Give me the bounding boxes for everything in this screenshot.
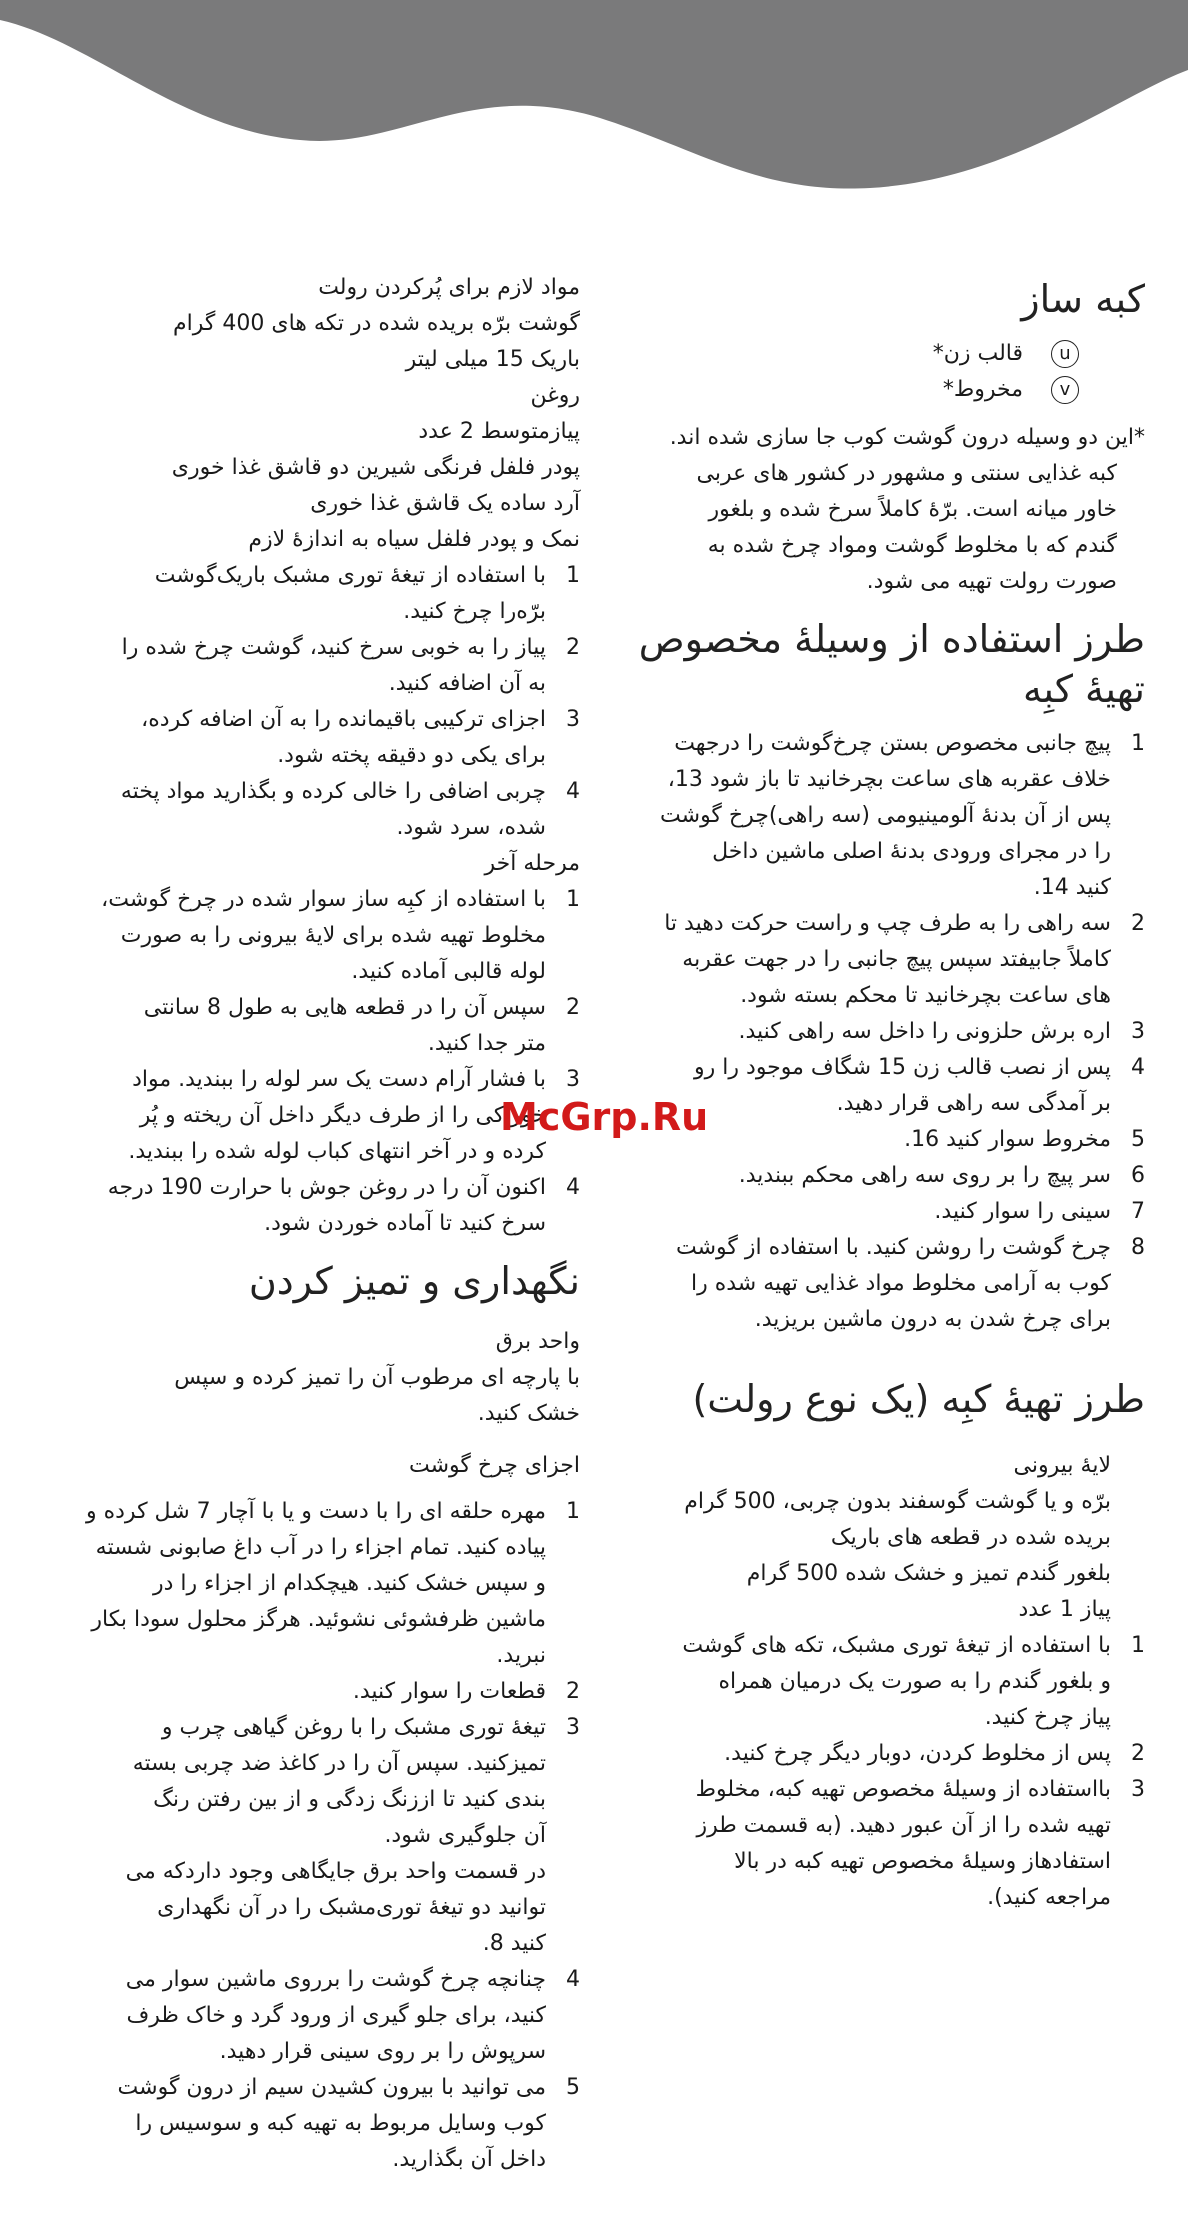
ingredient-line: بریده شده در قطعه های باریک: [830, 1525, 1111, 1550]
step-line: های ساعت بچرخانید تا محکم بسته شود.: [740, 983, 1111, 1008]
step-line: و بلغور گندم را به صورت یک درمیان همراه: [718, 1669, 1111, 1694]
step-number: 7: [1131, 1199, 1145, 1224]
final-steps: [55, 882, 580, 1242]
step-number: 8: [1131, 1235, 1145, 1260]
step-line: استفادهاز وسیلهٔ مخصوص تهیه کبه در بالا: [734, 1849, 1111, 1874]
step-line: تهیه شده را از آن عبور دهید. (به قسمت طرز: [696, 1813, 1111, 1838]
filling-steps: [55, 558, 580, 846]
right-column: [625, 270, 1145, 1916]
step-line: کنید 14.: [1033, 875, 1111, 900]
step-line: چربی اضافی را خالی کرده و بگذارید مواد پخته: [120, 779, 546, 804]
note-line: *این دو وسیله درون گوشت کوب جا سازی شده اند.: [669, 425, 1145, 450]
step-line: با استفاده از تیغهٔ توری مشبک باریک‌گوشت: [154, 563, 546, 588]
list-item: [55, 558, 580, 630]
step-line: ماشین ظرفشوئی نشوئید. هرگز محلول سودا بکار: [91, 1607, 546, 1632]
step-line: مخلوط تهیه شده برای لایهٔ بیرونی را به صورت: [120, 923, 546, 948]
step-number: 3: [566, 1715, 580, 1740]
mincer-parts-title: اجزای چرخ گوشت: [409, 1453, 580, 1478]
step-number: 2: [566, 635, 580, 660]
step-line: پیچ جانبی مخصوص بستن چرخ‌گوشت را درجهت: [674, 731, 1111, 756]
list-item: [625, 1772, 1145, 1916]
step-line: مهره حلقه ای را با دست و یا با آچار 7 شل کرده و: [85, 1499, 546, 1524]
step-line: در قسمت واحد برق جایگاهی وجود داردکه می: [125, 1859, 546, 1884]
step-line: برای چرخ شدن به درون ماشین بریزید.: [754, 1307, 1111, 1332]
part-row-v: [625, 372, 1083, 408]
step-number: 2: [566, 995, 580, 1020]
step-line: به آن اضافه کنید.: [388, 671, 546, 696]
step-number: 2: [566, 1679, 580, 1704]
note-line: صورت رولت تهیه می شود.: [866, 569, 1117, 594]
note-line: گندم که با مخلوط گوشت ومواد چرخ شده به: [707, 533, 1117, 558]
final-stage-label: مرحله آخر: [484, 851, 580, 876]
list-item: [55, 1710, 580, 1962]
step-line: لوله قالبی آماده کنید.: [351, 959, 546, 984]
heading-usage: [625, 614, 1145, 714]
step-line: کنید 8.: [482, 1931, 546, 1956]
list-item: [55, 882, 580, 990]
step-line: سر پیچ را بر روی سه راهی محکم ببندید.: [738, 1163, 1111, 1188]
usage-steps: [625, 726, 1145, 1338]
step-line: خلاف عقربه های ساعت بچرخانید تا باز شود 13،: [667, 767, 1111, 792]
ingredient-line: روغن: [530, 383, 580, 408]
step-line: سرخ کنید تا آماده خوردن شود.: [264, 1211, 546, 1236]
ingredient-line: باریک 15 میلی لیتر: [405, 347, 580, 372]
step-line: پس از مخلوط کردن، دوبار دیگر چرخ کنید.: [724, 1741, 1111, 1766]
filling-ingredients: [55, 270, 580, 558]
step-number: 1: [1131, 1633, 1145, 1658]
step-line: مراجعه کنید).: [987, 1885, 1111, 1910]
left-column: [55, 270, 580, 2178]
step-line: پیاز چرخ کنید.: [984, 1705, 1111, 1730]
step-line: متر جدا کنید.: [427, 1031, 546, 1056]
circled-u-icon: u: [1051, 340, 1079, 368]
circled-v-icon: v: [1051, 376, 1079, 404]
step-line: کوب به آرامی مخلوط مواد غذایی تهیه شده را: [691, 1271, 1111, 1296]
step-line: اره برش حلزونی را داخل سه راهی کنید.: [738, 1019, 1111, 1044]
step-line: قطعات را سوار کنید.: [352, 1679, 546, 1704]
list-item: [55, 990, 580, 1062]
title-kibbeh-maker: کبه ساز: [1021, 277, 1145, 321]
step-line: با فشار آرام دست یک سر لوله را ببندید. مواد: [132, 1067, 546, 1092]
list-item: [625, 1230, 1145, 1338]
step-line: بندی کنید تا اززنگ زدگی و از بین رفتن رنگ: [153, 1787, 546, 1812]
heading-usage-line-1: طرز استفاده از وسیلهٔ مخصوص: [638, 617, 1145, 661]
list-item: [55, 1494, 580, 1674]
step-line: برای یکی دو دقیقه پخته شود.: [277, 743, 546, 768]
step-number: 3: [1131, 1777, 1145, 1802]
step-line: اکنون آن را در روغن جوش با حرارت 190 درجه: [107, 1175, 546, 1200]
watermark-text: McGrp.Ru: [500, 1095, 709, 1139]
step-line: پیاز را به خوبی سرخ کنید، گوشت چرخ شده را: [121, 635, 546, 660]
step-number: 3: [566, 707, 580, 732]
step-line: با استفاده از تیغهٔ توری مشبک، تکه های گوشت: [682, 1633, 1111, 1658]
list-item: [55, 1674, 580, 1710]
list-item: [625, 906, 1145, 1014]
ingredient-line: برّه و یا گوشت گوسفند بدون چربی، 500 گرام: [684, 1489, 1111, 1514]
step-line: را در مجرای ورودی بدنهٔ اصلی ماشین داخل: [712, 839, 1111, 864]
step-line: چنانچه چرخ گوشت را برروی ماشین سوار می: [125, 1967, 546, 1992]
step-line: تیغهٔ توری مشبک را با روغن گیاهی چرب و: [161, 1715, 546, 1740]
step-line: پس از آن بدنهٔ آلومینیومی (سه راهی)چرخ گوشت: [660, 803, 1111, 828]
step-line: آن جلوگیری شود.: [384, 1823, 546, 1848]
list-item: [625, 726, 1145, 906]
kibbeh-note: [625, 420, 1145, 600]
step-line: چرخ گوشت را روشن کنید. با استفاده از گوشت: [676, 1235, 1111, 1260]
step-number: 3: [566, 1067, 580, 1092]
step-number: 2: [1131, 1741, 1145, 1766]
step-number: 4: [566, 1175, 580, 1200]
header-wave-band: [0, 0, 1188, 200]
list-item: [55, 774, 580, 846]
step-line: اجزای ترکیبی باقیمانده را به آن اضافه کرده،: [141, 707, 546, 732]
step-line: پس از نصب قالب زن 15 شگاف موجود را رو: [694, 1055, 1111, 1080]
note-line: کبه غذایی سنتی و مشهور در کشور های عربی: [696, 461, 1117, 486]
heading-care-cleaning: نگهداری و تمیز کردن: [248, 1259, 580, 1303]
heading-kibbeh-recipe: طرز تهیهٔ کبِه (یک نوع رولت): [692, 1377, 1145, 1421]
part-label-shaper: قالب زن*: [932, 341, 1023, 366]
ingredient-line: گوشت برّه بریده شده در تکه های 400 گرام: [173, 311, 580, 336]
ingredient-line: مواد لازم برای پُرکردن رولت: [318, 275, 580, 300]
part-row-u: [625, 336, 1083, 372]
step-line: بر آمدگی سه راهی قرار دهید.: [836, 1091, 1111, 1116]
parts-list: [625, 336, 1145, 408]
step-line: پیاده کنید. تمام اجزاء را در آب داغ صابونی شسته: [95, 1535, 546, 1560]
step-number: 1: [566, 887, 580, 912]
step-number: 1: [1131, 731, 1145, 756]
outer-layer-ingredients: [625, 1448, 1145, 1628]
ingredient-line: بلغور گندم تمیز و خشک شده 500 گرام: [746, 1561, 1111, 1586]
step-line: مخروط سوار کنید 16.: [904, 1127, 1111, 1152]
step-number: 1: [566, 563, 580, 588]
power-unit-title: واحد برق: [495, 1329, 580, 1354]
part-label-cone: مخروط*: [942, 377, 1023, 402]
list-item: [55, 1962, 580, 2070]
ingredient-line: آرد ساده یک قاشق غذا خوری: [310, 491, 580, 516]
step-number: 6: [1131, 1163, 1145, 1188]
list-item: [625, 1628, 1145, 1736]
step-line: کوب وسایل مربوط به تهیه کبه و سوسیس را: [135, 2111, 546, 2136]
step-line: و سپس خشک کنید. هیچکدام از اجزاء را در: [153, 1571, 546, 1596]
step-line: برّه‌را چرخ کنید.: [403, 599, 546, 624]
step-number: 2: [1131, 911, 1145, 936]
list-item: [625, 1194, 1145, 1230]
list-item: [55, 2070, 580, 2178]
step-line: سه راهی را به طرف چپ و راست حرکت دهید تا: [664, 911, 1111, 936]
ingredient-line: پیازمتوسط 2 عدد: [418, 419, 580, 444]
recipe-steps: [625, 1628, 1145, 1916]
step-number: 4: [566, 779, 580, 804]
ingredient-line: نمک و پودر فلفل سیاه به اندازهٔ لازم: [248, 527, 580, 552]
step-line: سینی را سوار کنید.: [934, 1199, 1111, 1224]
step-line: می توانید با بیرون کشیدن سیم از درون گوشت: [117, 2075, 546, 2100]
step-number: 5: [1131, 1127, 1145, 1152]
step-line: سپس آن را در قطعه هایی به طول 8 سانتی: [143, 995, 546, 1020]
step-line: کرده و در آخر انتهای کباب لوله شده را ببندید.: [128, 1139, 546, 1164]
step-line: خوراکی را از طرف دیگر داخل آن ریخته و پُر: [139, 1103, 546, 1128]
step-line: توانید دو تیغهٔ توری‌مشبک را در آن نگهداری: [157, 1895, 546, 1920]
step-line: بااستفاده از وسیلهٔ مخصوص تهیه کبه، مخلوط: [695, 1777, 1111, 1802]
ingredient-line: پیاز 1 عدد: [1018, 1597, 1111, 1622]
step-number: 4: [566, 1967, 580, 1992]
ingredient-line: لایهٔ بیرونی: [1013, 1453, 1111, 1478]
power-unit-line: با پارچه ای مرطوب آن را تمیز کرده و سپس: [174, 1365, 580, 1390]
step-line: شده، سرد شود.: [396, 815, 546, 840]
list-item: [625, 1158, 1145, 1194]
step-number: 3: [1131, 1019, 1145, 1044]
step-number: 1: [566, 1499, 580, 1524]
step-line: داخل آن بگذارید.: [392, 2147, 546, 2172]
list-item: [55, 630, 580, 702]
step-line: تمیزکنید. سپس آن را در کاغذ ضد چربی بسته: [132, 1751, 546, 1776]
step-line: کنید، برای جلو گیری از ورود گرد و خاک ظرف: [126, 2003, 546, 2028]
step-line: نبرید.: [496, 1643, 546, 1668]
ingredient-line: پودر فلفل فرنگی شیرین دو قاشق غذا خوری: [171, 455, 580, 480]
heading-usage-line-2: تهیهٔ کبِه: [1023, 667, 1145, 711]
list-item: [625, 1014, 1145, 1050]
care-steps: [55, 1494, 580, 2178]
list-item: [625, 1736, 1145, 1772]
list-item: [55, 1170, 580, 1242]
step-number: 5: [566, 2075, 580, 2100]
step-line: سرپوش را بر روی سینی قرار دهید.: [219, 2039, 546, 2064]
step-line: با استفاده از کبِه ساز سوار شده در چرخ گوشت،: [101, 887, 546, 912]
list-item: [55, 702, 580, 774]
step-line: کاملاً جابیفتد سپس پیچ جانبی را در جهت عقربه: [682, 947, 1111, 972]
note-line: خاور میانه است. برّهٔ کاملاً سرخ شده و بلغور: [708, 497, 1117, 522]
power-unit-line: خشک کنید.: [477, 1401, 580, 1426]
step-number: 4: [1131, 1055, 1145, 1080]
